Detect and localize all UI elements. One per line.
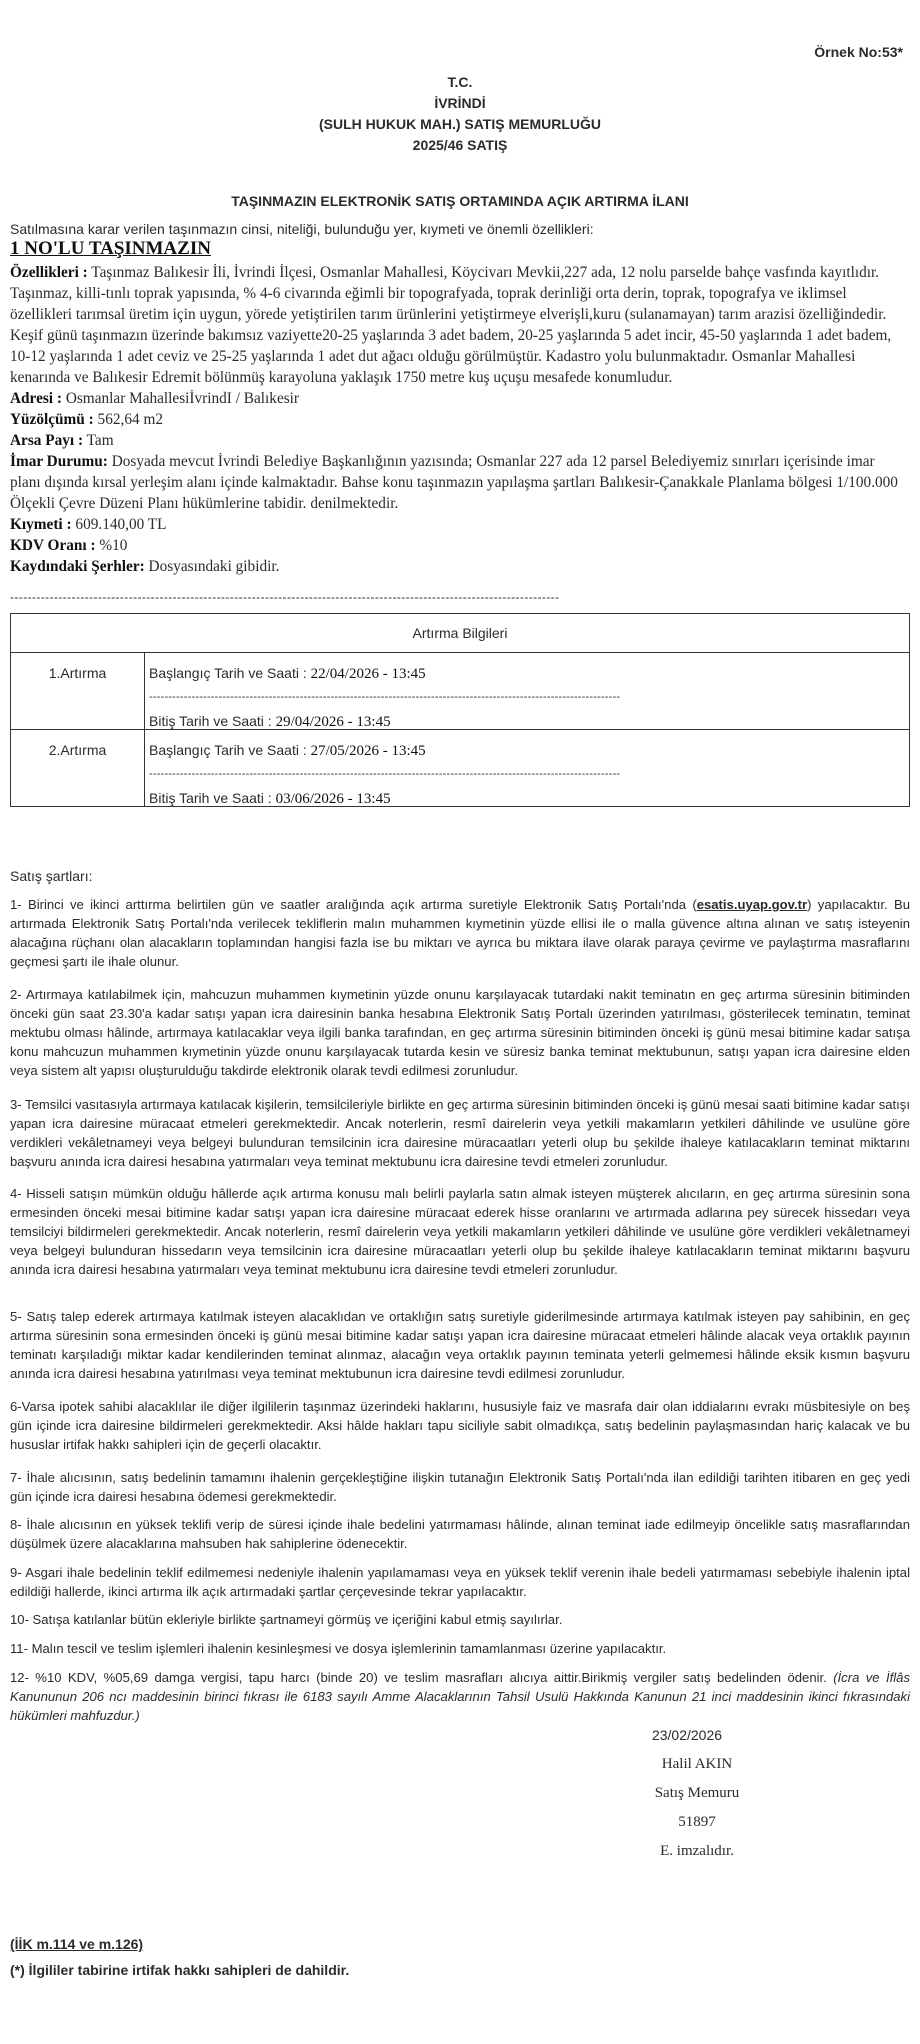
property-title: 1 NO'LU TAŞINMAZIN (10, 238, 211, 259)
signer-name: Halil AKIN (661, 1756, 733, 1772)
property-area: Yüzölçümü : 562,64 m2 (10, 411, 163, 428)
property-features: Özellikleri : Taşınmaz Balıkesir İli, İvrindi İlçesi, Osmanlar Mahallesi, Köycivarı Mevkii,227 ada, 12 nolu parselde bahçe vasfında kayıtlıdır. Taşınmaz, killi-tınlı toprak yapısında, % 4-6 civarında eğimli bir topografyada, toprak derinliği orta derin, toprak, topografya ve iklimsel özellikleri tarımsal üretim için uygun, yörede yetiştirilen tarım ürünlerini yetiştirmeye elverişli,kuru (sulanamayan) tarım arazisi özelliğindedir. Keşif günü taşınmazın üzerinde bakımsız vaziyette20-25 yaşlarında 3 adet badem, 20-25 yaşlarında 5 adet incir, 45-50 yaşlarında 1 adet badem, 10-12 yaşlarında 1 adet ceviz ve 25-25 yaşlarında 1 adet dut ağacı olduğu görülmüştür. Kadastro yolu bulunmaktadır. Osmanlar Mahallesi kenarında ve Balıkesir Edremit bölünmüş karayoluna yaklaşık 1750 metre kuş uçuşu mesafede konumludur. (10, 264, 892, 386)
property-zoning: İmar Durumu: Dosyada mevcut İvrindi Belediye Başkanlığının yazısında; Osmanlar 227 ada 12 parsel Belediyemiz sınırları içerisinde imar planı dışında kırsal yerleşim alanı içinde kalmaktadır. Bahse konu taşınmazın yapılaşma şartları Balıkesir-Çanakkale Planlama bölgesi 1/100.000 Ölçekli Çevre Düzeni Planı hükümlerine tabidir. denilmektedir. (10, 453, 898, 512)
property-details (10, 262, 905, 577)
property-share: Arsa Payı : Tam (10, 432, 114, 449)
intro-text: Satılmasına karar verilen taşınmazın cinsi, niteliği, bulunduğu yer, kıymeti ve önemli özellikleri: (10, 221, 594, 237)
auction-row (11, 653, 910, 730)
e-signature-note: E. imzalıdır. (660, 1843, 734, 1859)
auction-start: Başlangıç Tarih ve Saati : 27/05/2026 - 13:45 (149, 742, 426, 759)
auction-separator: -------------------------------------------------------------------------------------------------------------------------- (149, 768, 621, 780)
auction-end: Bitiş Tarih ve Saati : 29/04/2026 - 13:45 (149, 713, 391, 730)
section-divider: ----------------------------------------------------------------------------------------------------------------------------- (10, 592, 560, 602)
property-annotations: Kaydındaki Şerhler: Dosyasındaki gibidir. (10, 558, 280, 575)
condition-2: 2- Artırmaya katılabilmek için, mahcuzun muhammen kıymetinin yüzde onunu karşılayacak tutardaki nakit teminatın en geç artırma süresinin bitiminden önceki gün saat 23.30'a kadar satışı yapan icra dairesinin banka hesabına Elektronik Satış Portalı üzerinden yatırılması, gösterilecek teminatın, teminat mektubu olması hâlinde, artırmaya katılacaklar veya ilgili banka tarafından, en geç artırma süresinin bitiminden önceki iş günü mesai bitimine kadar satışa konu mahcuzun muhammen kıymetinin yüzde onunu karşılayacak tutarda kesin ve süresiz banka teminat mektubunun, satışı yapan icra dairesine elden veya sistem alt yapısı oluşturulduğu takdirde elektronik olarak tevdi edilmesi zorunludur. (10, 987, 910, 1078)
condition-12: 12- %10 KDV, %05,69 damga vergisi, tapu harcı (binde 20) ve teslim masrafları alıcıya aittir.Birikmiş vergiler satış bedelinden ödenir. (İcra ve İflâs Kanununun 206 ncı maddesinin birinci fıkrası ile 6183 sayılı Amme Alacaklarının Tahsil Usulü Hakkında Kanunun 21 inci maddesinin ikinci fıkrasındaki hükümleri mahfuzdur.) (10, 1670, 910, 1723)
header-city: İVRİNDİ (434, 95, 486, 111)
auction-end: Bitiş Tarih ve Saati : 03/06/2026 - 13:45 (149, 790, 391, 807)
condition-8: 8- İhale alıcısının en yüksek teklifi verip de süresi içinde ihale bedelini yatırmaması hâlinde, alınan teminat iade edilmeyip öncelikle satış masraflarından düşülmek üzere alacaklarına mahsuben hak sahiplerine ödenecektir. (10, 1517, 910, 1551)
condition-7: 7- İhale alıcısının, satış bedelinin tamamını ihalenin gerçekleştiğine ilişkin tutanağın Elektronik Satış Portalı'nda ilan edildiği tarihten itibaren en geç yedi gün içinde icra dairesi hesabına ödemesi gerekmektedir. (10, 1470, 910, 1504)
law-reference: (İİK m.114 ve m.126) (10, 1936, 144, 1952)
auction-table-title: Artırma Bilgileri (11, 614, 910, 653)
ornek-no: Örnek No:53* (814, 44, 903, 60)
conditions-title: Satış şartları: (10, 868, 93, 884)
condition-11: 11- Malın tescil ve teslim işlemleri ihalenin kesinleşmesi ve dosya işlemlerinin tamamlanması üzerine yapılacaktır. (10, 1641, 667, 1656)
esatis-link[interactable]: esatis.uyap.gov.tr (696, 897, 808, 912)
signer-title: Satış Memuru (654, 1785, 740, 1801)
condition-5: 5- Satış talep ederek artırmaya katılmak isteyen alacaklıdan ve ortaklığın satış suretiyle giderilmesinde artırmaya katılmak isteyen pay sahibinin, en geç artırma süresinin sona ermesinden önceki iş günü mesai bitimine kadar satışı yapan icra dairesine müracaat etmeleri hâlinde alacak veya ortaklık payının teminatı karşıladığı miktar kadar kendilerinden teminat alınmaz, alacağın veya ortaklık payının teminata yeterli gelmemesi hâlinde eksik kısmın başvuru anında icra dairesi hesabına yatırılması veya teminat mektubunun icra dairesine tevdi edilmesi zorunludur. (10, 1309, 910, 1381)
header-file-no: 2025/46 SATIŞ (412, 137, 508, 153)
signer-number: 51897 (678, 1814, 716, 1830)
auction-table (10, 613, 910, 807)
header-tc: T.C. (447, 74, 473, 90)
condition-1: 1- Birinci ve ikinci arttırma belirtilen gün ve saatler aralığında açık artırma suretiyle Elektronik Satış Portalı'nda (esatis.uyap.gov.tr) yapılacaktır. Bu artırmada Elektronik Satış Portalı'nda verilecek tekliflerin malın muhammen kıymetinin yüzde ellisi ile o malla güvence altına alınan ve satış isteyenin alacağına rüçhanı olan alacakların toplamından hangisi fazla ise bu miktarı ve ayrıca bu miktara ilave olarak paraya çevirme ve paylaştırma masraflarını geçmesi şartı ile ihale olunur. (10, 897, 910, 969)
auction-separator: -------------------------------------------------------------------------------------------------------------------------- (149, 691, 621, 703)
document-header (0, 72, 920, 156)
condition-9: 9- Asgari ihale bedelinin teklif edilmemesi nedeniyle ihalenin yapılamaması veya en yüksek teklif verenin ihale bedeli yatırmaması sebebiyle ihalenin iptal edildiği hallerde, ikinci artırma ilk açık artırmadaki şartlar çerçevesinde tekrar yapılacaktır. (10, 1565, 910, 1599)
auction-name: 1.Artırma (11, 653, 145, 730)
property-vat: KDV Oranı : %10 (10, 537, 128, 554)
announcement-title: TAŞINMAZIN ELEKTRONİK SATIŞ ORTAMINDA AÇIK ARTIRMA İLANI (231, 193, 689, 209)
auction-name: 2.Artırma (11, 730, 145, 807)
header-office: (SULH HUKUK MAH.) SATIŞ MEMURLUĞU (318, 116, 602, 132)
auction-start: Başlangıç Tarih ve Saati : 22/04/2026 - 13:45 (149, 665, 426, 682)
condition-3: 3- Temsilci vasıtasıyla artırmaya katılacak kişilerin, temsilcileriyle birlikte en geç artırma süresinin bitiminden önceki iş günü mesai saati bitimine kadar satışı yapan icra dairesine müracaat etmeleri gerekmektedir. Ancak noterlerin, resmî dairelerin veya yetkili makamların yetkileri dâhilinde ve usulüne göre verdikleri vekâletnameyi veya belgeyi bulunduran temsilcinin icra dairesine müracaatları yeterli olup bu şekilde ihaleye katılacakların teminat miktarını başvuru anında icra dairesi hesabına yatırmaları veya teminat mektubunu icra dairesine tevdi etmeleri zorunludur. (10, 1097, 910, 1169)
condition-10: 10- Satışa katılanlar bütün ekleriyle birlikte şartnameyi görmüş ve içeriğini kabul etmiş sayılırlar. (10, 1612, 563, 1627)
condition-4: 4- Hisseli satışın mümkün olduğu hâllerde açık artırma konusu malı belirli paylarla satın almak isteyen müşterek alıcıların, en geç artırma süresinin sona ermesinden önceki mesai bitimine kadar satışı yapan icra dairesine müracaat ederek hisse oranlarını ve artırmada adlarına pey sürecek hissedarı veya temsilciyi bildirmeleri gerekmektedir. Ancak noterlerin, resmî dairelerin veya yetkili makamların yetkileri dâhilinde ve usulüne göre verdikleri vekâletnameyi veya belgeyi bulunduran hissedarın veya temsilcinin icra dairesine müracaatları yeterli olup bu şekilde ihaleye katılacakların teminat miktarını başvuru anında icra dairesi hesabına yatırmaları veya teminat mektubunu icra dairesine tevdi etmeleri zorunludur. (10, 1186, 910, 1277)
auction-row (11, 730, 910, 807)
condition-6: 6-Varsa ipotek sahibi alacaklılar ile diğer ilgililerin taşınmaz üzerindeki haklarını, hususiyle faiz ve masrafa dair olan iddialarını evrakı müsbitesiyle on beş gün içinde icra dairesine bildirmeleri gerekmektedir. Aksi hâlde hakları tapu siciliyle sabit olmadıkça, satış bedelinin paylaşmasından hariç kalacak ve bu hususlar irtifak hakkı sahipleri için de geçerli olacaktır. (10, 1399, 910, 1452)
property-address: Adresi : Osmanlar MahallesiİvrindI / Balıkesir (10, 390, 300, 407)
signature-date: 23/02/2026 (651, 1727, 723, 1743)
property-value: Kıymeti : 609.140,00 TL (10, 516, 167, 533)
footer-note: (*) İlgililer tabirine irtifak hakkı sahipleri de dahildir. (10, 1962, 350, 1978)
